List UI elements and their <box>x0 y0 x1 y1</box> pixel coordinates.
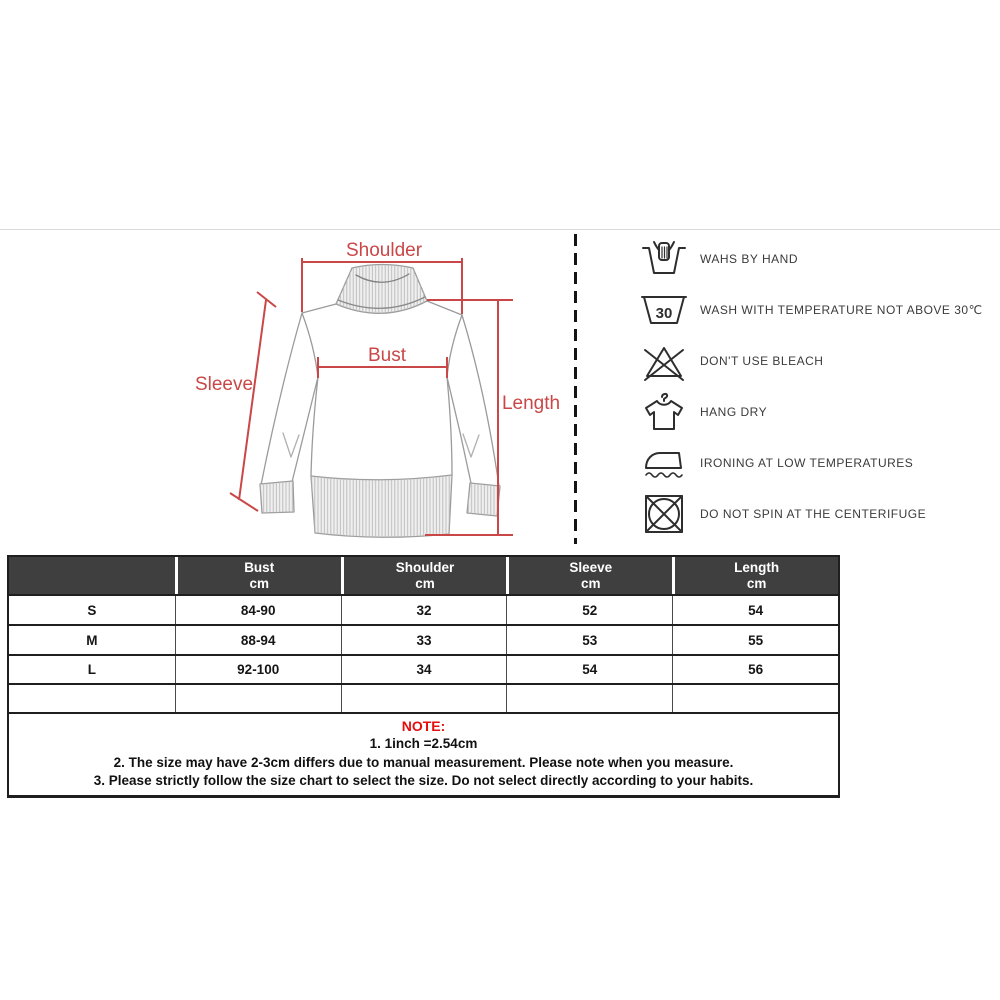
top-divider-line <box>0 229 1000 230</box>
bust-cell: 84-90 <box>175 596 341 624</box>
hand-wash-icon <box>640 238 688 280</box>
care-item-hand-wash <box>640 238 996 280</box>
care-item-no-bleach <box>640 340 996 382</box>
column-unit: cm <box>746 575 767 591</box>
column-label: Length <box>734 559 780 575</box>
note-line-1: 1. 1inch =2.54cm <box>369 736 478 751</box>
shoulder-cell: 32 <box>341 596 507 624</box>
care-instruction-label: WAHS BY HAND <box>700 252 799 266</box>
care-instruction-label: HANG DRY <box>700 405 768 419</box>
bust-cell <box>175 685 341 712</box>
shoulder-cell: 33 <box>341 626 507 654</box>
size-table <box>7 555 840 798</box>
size-table-header-row <box>9 557 838 594</box>
shoulder-cell: 34 <box>341 656 507 683</box>
length-cell: 56 <box>672 656 838 683</box>
length-label: Length <box>501 393 561 414</box>
column-unit: cm <box>415 575 435 591</box>
svg-text:30: 30 <box>655 305 673 322</box>
size-cell: L <box>87 662 97 677</box>
care-instructions <box>640 238 996 535</box>
length-cell: 54 <box>672 596 838 624</box>
note-section <box>9 712 838 795</box>
size-table-header-sleeve <box>506 557 672 594</box>
sleeve-measure-line <box>230 292 276 511</box>
shoulder-cell <box>341 685 507 712</box>
care-instruction-label: DON'T USE BLEACH <box>700 354 824 368</box>
sweater-outline-drawing <box>260 265 500 538</box>
care-item-hang-dry <box>640 391 996 433</box>
note-line-2: 2. The size may have 2-3cm differs due to manual measurement. Please note when you measure. <box>113 754 734 770</box>
no-bleach-icon <box>640 340 688 382</box>
size-table-header-size <box>9 557 175 594</box>
size-cell: M <box>86 632 98 648</box>
table-row-empty <box>9 683 838 712</box>
column-label: Sleeve <box>569 559 613 575</box>
column-unit: cm <box>249 575 269 591</box>
iron-low-temp-icon <box>640 442 688 484</box>
care-item-iron-low <box>640 442 996 484</box>
sweater-measurement-diagram <box>140 232 580 547</box>
length-cell: 55 <box>672 626 838 654</box>
care-item-wash-30 <box>640 289 996 331</box>
table-row-l <box>9 654 838 683</box>
bust-cell: 88-94 <box>175 626 341 654</box>
size-table-header-bust <box>175 557 341 594</box>
size-cell: S <box>87 602 97 618</box>
care-instruction-label: IRONING AT LOW TEMPERATURES <box>700 456 914 470</box>
column-label: Bust <box>244 559 275 575</box>
bust-label: Bust <box>367 345 407 366</box>
size-cell <box>9 685 175 712</box>
wash-30-icon <box>640 289 688 331</box>
care-instruction-label: DO NOT SPIN AT THE CENTERIFUGE <box>700 507 927 521</box>
note-title: NOTE: <box>401 718 446 734</box>
column-label: Shoulder <box>395 559 455 575</box>
column-unit: cm <box>581 575 601 591</box>
table-row-m <box>9 624 838 654</box>
sleeve-cell: 52 <box>506 596 672 624</box>
sleeve-cell: 53 <box>506 626 672 654</box>
sleeve-cell: 54 <box>506 656 672 683</box>
shoulder-label: Shoulder <box>345 240 423 261</box>
bust-cell: 92-100 <box>175 656 341 683</box>
note-line-3: 3. Please strictly follow the size chart to select the size. Do not select directly according to your habits. <box>93 773 754 788</box>
length-cell <box>672 685 838 712</box>
sleeve-label: Sleeve <box>194 374 254 395</box>
hang-dry-icon <box>640 391 688 433</box>
care-instruction-label: WASH WITH TEMPERATURE NOT ABOVE 30℃ <box>700 303 983 317</box>
sleeve-cell <box>506 685 672 712</box>
vertical-dashed-divider <box>574 234 577 544</box>
no-spin-icon <box>640 493 688 535</box>
care-item-no-spin <box>640 493 996 535</box>
table-row-s <box>9 594 838 624</box>
size-table-header-shoulder <box>341 557 507 594</box>
size-table-header-length <box>672 557 838 594</box>
